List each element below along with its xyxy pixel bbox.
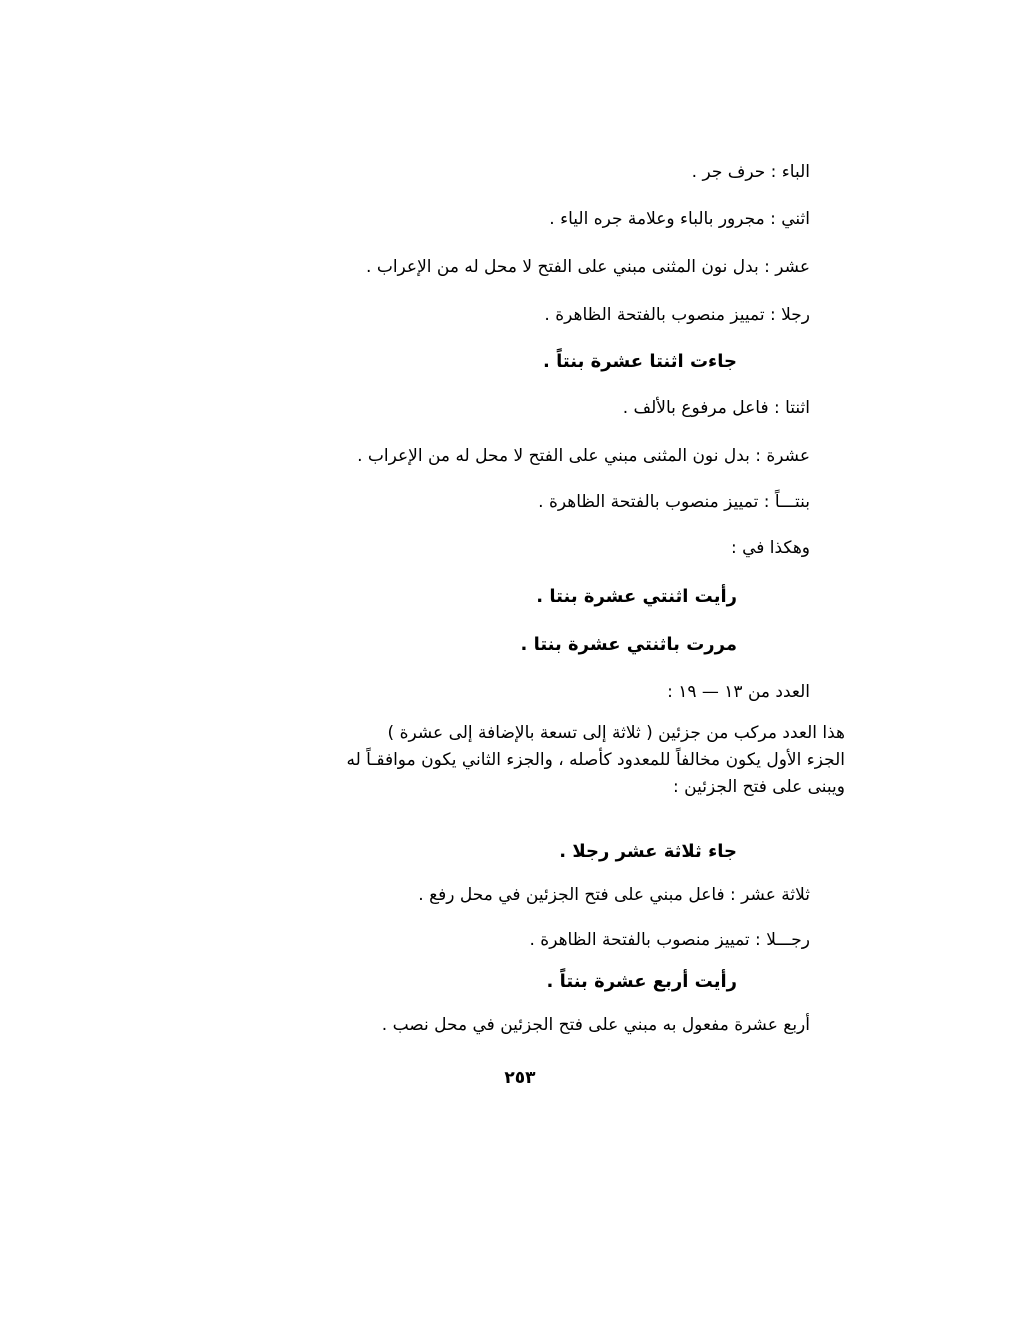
paragraph-line: الجزء الأول يكون مخالفاً للمعدود كأصله ، والجزء الثاني يكون موافقـاً له bbox=[346, 750, 845, 770]
text-line: الباء : حرف جر . bbox=[691, 162, 810, 182]
text-line: رجـــلا : تمييز منصوب بالفتحة الظاهرة . bbox=[529, 930, 810, 950]
paragraph-line: هذا العدد مركب من جزئين ( ثلاثة إلى تسعة بالإضافة إلى عشرة ) bbox=[387, 723, 845, 743]
example-sentence: رأيت أربع عشرة بنتاً . bbox=[546, 971, 737, 992]
example-sentence: رأيت اثنتي عشرة بنتا . bbox=[536, 586, 737, 607]
text-line: بنتـــاً : تمييز منصوب بالفتحة الظاهرة . bbox=[538, 492, 810, 512]
example-sentence: جاءت اثنتا عشرة بنتاً . bbox=[543, 351, 737, 372]
section-heading: العدد من ١٣ — ١٩ : bbox=[667, 682, 810, 702]
page-number: ٢٥٣ bbox=[504, 1068, 536, 1088]
text-line: ثلاثة عشر : فاعل مبني على فتح الجزئين في محل رفع . bbox=[418, 885, 810, 905]
text-line: اثني : مجرور بالباء وعلامة جره الياء . bbox=[549, 209, 810, 229]
example-sentence: جاء ثلاثة عشر رجلا . bbox=[559, 841, 737, 862]
paragraph-line: ويبنى على فتح الجزئين : bbox=[673, 777, 845, 797]
text-line: عشرة : بدل نون المثنى مبني على الفتح لا محل له من الإعراب . bbox=[357, 446, 810, 466]
text-line: وهكذا في : bbox=[730, 538, 810, 558]
text-line: اثنتا : فاعل مرفوع بالألف . bbox=[622, 398, 810, 418]
text-line: رجلا : تمييز منصوب بالفتحة الظاهرة . bbox=[544, 305, 810, 325]
example-sentence: مررت باثنتي عشرة بنتا . bbox=[520, 634, 737, 655]
text-line: عشر : بدل نون المثنى مبني على الفتح لا محل له من الإعراب . bbox=[366, 257, 810, 277]
paragraph bbox=[205, 720, 845, 801]
text-line: أربع عشرة مفعول به مبني على فتح الجزئين في محل نصب . bbox=[381, 1015, 810, 1035]
